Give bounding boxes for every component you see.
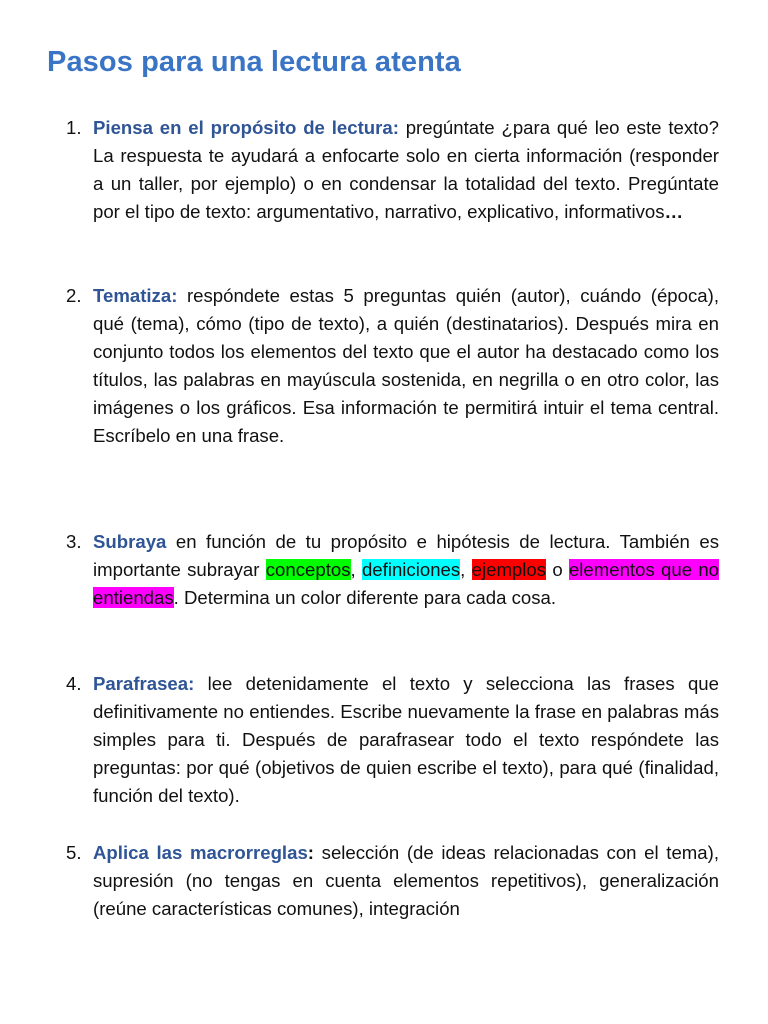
item-number: 5. xyxy=(66,842,82,863)
separator: o xyxy=(546,559,569,581)
item-text: respóndete estas 5 preguntas quién (autor), cuándo (época), qué (tema), cómo (tipo de texto), a quién (destinatarios). Después mira en conjunto todos los elementos del texto que el autor ha destacado como los títulos, las palabras en mayúscula sostenida, en negrilla o en otro color, las imágenes o los gráficos. Esa información te permitirá intuir el tema central. Escríbelo en una frase. xyxy=(93,285,719,447)
separator: , xyxy=(460,559,472,581)
item-number: 2. xyxy=(66,285,82,306)
item-text: lee detenidamente el texto y selecciona las frases que definitivamente no entiendes. Escribe nuevamente la frase en palabras más simples para ti. Después de parafrasear todo el texto respóndete las preguntas: por qué (objetivos de quien escribe el texto), para qué (finalidad, función del texto). xyxy=(93,673,719,807)
item-paragraph xyxy=(93,528,719,612)
list-item-1 xyxy=(66,114,719,226)
item-text-end: . Determina un color diferente para cada cosa. xyxy=(173,587,557,609)
item-paragraph xyxy=(93,114,719,226)
item-keyword: Subraya xyxy=(93,531,167,552)
list-item-5 xyxy=(66,839,719,923)
highlight-definiciones: definiciones xyxy=(361,559,461,581)
item-number: 1. xyxy=(66,117,82,138)
list-item-3 xyxy=(66,528,719,612)
ellipsis: … xyxy=(664,201,684,223)
highlight-conceptos: conceptos xyxy=(265,559,351,581)
keyword-colon: : xyxy=(307,842,314,863)
item-paragraph xyxy=(93,282,719,451)
item-text: selección (de ideas relacionadas con el tema), supresión (no tengas en cuenta elementos repetitivos), generalización (reúne características comunes), integración xyxy=(93,842,719,920)
list-item-2 xyxy=(66,282,719,451)
item-keyword: Piensa en el propósito de lectura: xyxy=(93,117,399,138)
item-paragraph xyxy=(93,839,719,923)
separator: , xyxy=(350,559,362,581)
item-keyword: Tematiza: xyxy=(93,285,178,306)
item-keyword: Aplica las macrorreglas xyxy=(93,842,308,863)
item-keyword: Parafrasea: xyxy=(93,673,195,694)
item-paragraph xyxy=(93,670,719,810)
highlight-ejemplos: ejemplos xyxy=(471,559,547,581)
list-item-4 xyxy=(66,670,719,810)
item-number: 4. xyxy=(66,673,82,694)
item-number: 3. xyxy=(66,531,82,552)
item-text: en función de tu propósito e hipótesis de lectura. También es importante subrayar xyxy=(93,531,719,581)
highlight-elementos: elementos que no entiendas xyxy=(93,559,719,609)
item-text: pregúntate ¿para qué leo este texto? La respuesta te ayudará a enfocarte solo en cierta información (responder a un taller, por ejemplo) o en condensar la totalidad del texto. Pregúntate por el tipo de texto: argumentativo, narrativo, explicativo, informativos xyxy=(93,117,719,223)
page-title: Pasos para una lectura atenta xyxy=(47,46,461,78)
